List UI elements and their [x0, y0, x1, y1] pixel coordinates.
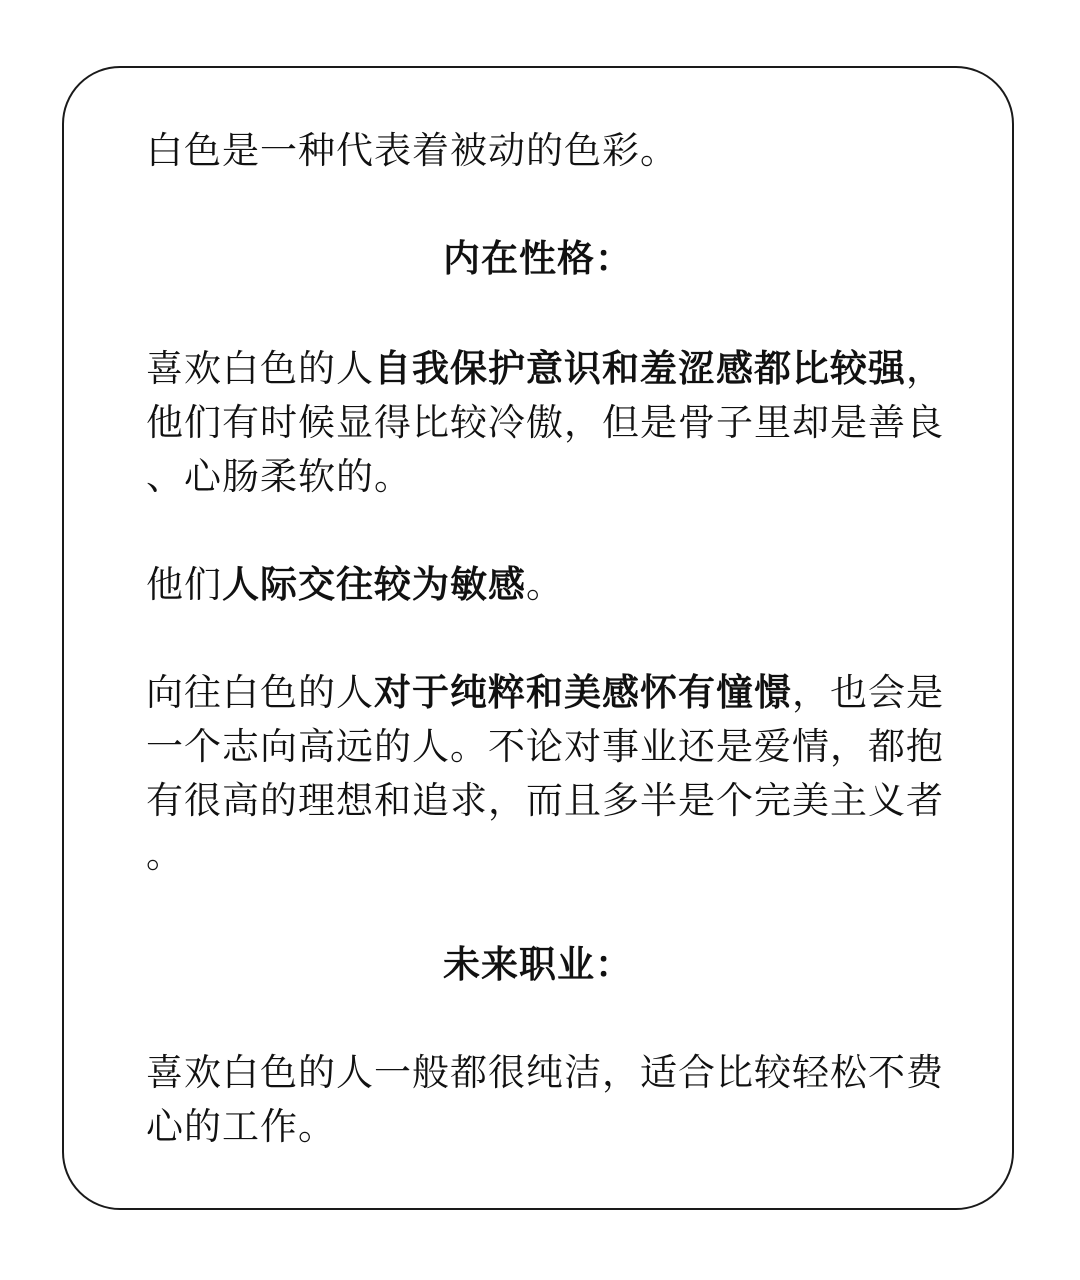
paragraph-line: [146, 342, 946, 396]
paragraph-line: 、心肠柔软的。: [146, 455, 412, 498]
paragraph-line: 喜欢白色的人一般都很纯洁，适合比较轻松不费: [146, 1051, 944, 1094]
section-heading-career: 未来职业：: [443, 943, 633, 986]
text-run: 他们: [146, 563, 222, 606]
text-run: 喜欢白色的人: [146, 347, 374, 390]
section-heading-personality: 内在性格：: [443, 237, 633, 280]
text-run: ，也会是: [792, 671, 944, 714]
personality-paragraph-1: [146, 342, 946, 504]
text-run: 。: [526, 563, 564, 606]
personality-paragraph-3: [146, 666, 946, 882]
emphasis-text: 人际交往较为敏感: [222, 563, 526, 606]
text-run: ，: [906, 347, 944, 390]
paragraph-line: 有很高的理想和追求，而且多半是个完美主义者: [146, 779, 944, 822]
emphasis-text: 对于纯粹和美感怀有憧憬: [374, 671, 792, 714]
paragraph-line: [146, 558, 946, 612]
paragraph-line: 心的工作。: [146, 1105, 336, 1148]
paragraph-line: 。: [146, 833, 184, 876]
emphasis-text: 自我保护意识和羞涩感都比较强: [374, 347, 906, 390]
career-paragraph: [146, 1046, 946, 1154]
paragraph-line: [146, 666, 946, 720]
paragraph-line: 他们有时候显得比较冷傲，但是骨子里却是善良: [146, 401, 944, 444]
text-run: 向往白色的人: [146, 671, 374, 714]
intro-line: 白色是一种代表着被动的色彩。: [146, 129, 678, 172]
intro-text: [146, 124, 946, 178]
personality-paragraph-2: [146, 558, 946, 612]
paragraph-line: 一个志向高远的人。不论对事业还是爱情，都抱: [146, 725, 944, 768]
